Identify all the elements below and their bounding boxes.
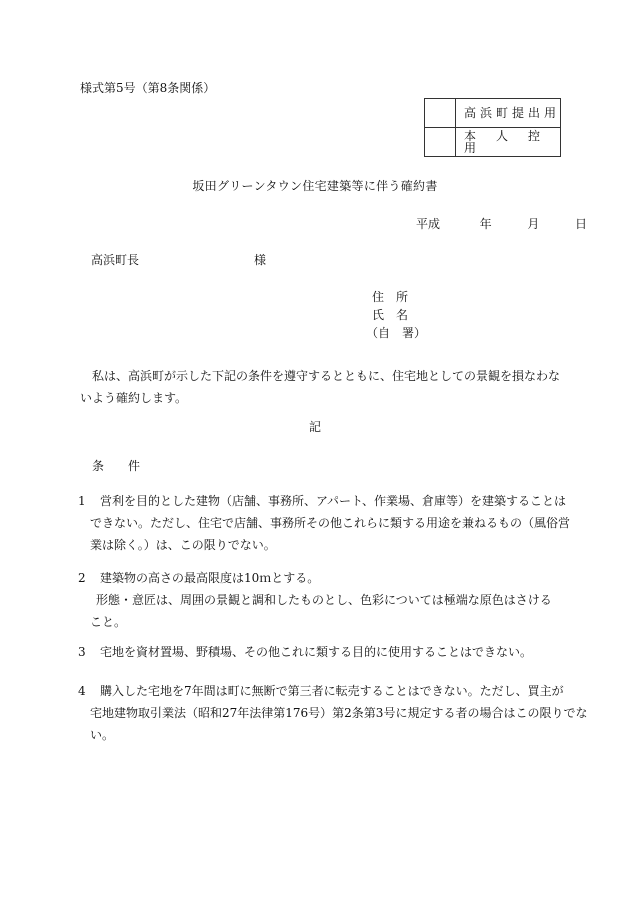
condition-line: こと。 [90, 615, 127, 629]
condition-line: 営利を目的とした建物（店舗、事務所、アパート、作業場、倉庫等）を建築することは [100, 494, 566, 508]
condition-number: 4 [78, 684, 86, 698]
copy-type-row [425, 128, 561, 157]
pledge-body [80, 365, 561, 409]
date-day-label: 日 [575, 217, 588, 231]
condition-line: い。 [90, 728, 115, 742]
name-label: 氏 名 [372, 308, 409, 322]
addressee: 高浜町長 [91, 253, 140, 267]
ki-heading: 記 [308, 420, 321, 434]
date-year-label: 年 [479, 217, 492, 231]
self-sign-label: （自 署） [366, 326, 427, 340]
condition-line: 建築物の高さの最高限度は10ｍとする。 [100, 571, 320, 585]
document-title: 坂田グリーンタウン住宅建築等に伴う確約書 [192, 179, 438, 193]
condition-item-1 [78, 490, 571, 556]
condition-line: 購入した宅地を7年間は町に無断で第三者に転売することはできない。ただし、買主が [100, 684, 564, 698]
condition-number: 3 [78, 645, 86, 659]
pledge-line-1: 私は、高浜町が示した下記の条件を遵守するとともに、住宅地としての景観を損なわな [92, 369, 561, 383]
date-month-label: 月 [527, 217, 540, 231]
copy-type-row [425, 99, 561, 128]
copy-label-town: 高浜町提出用 [456, 99, 561, 128]
condition-line: できない。ただし、住宅で店舗、事務所その他これらに類する用途を兼ねるもの（風俗営 [90, 516, 571, 530]
address-label: 住 所 [372, 290, 409, 304]
copy-checkbox-town[interactable] [425, 99, 456, 128]
condition-line: 業は除く。）は、この限りでない。 [90, 538, 276, 552]
date-era: 平成 [416, 217, 441, 231]
copy-checkbox-self[interactable] [425, 128, 456, 157]
condition-item-3 [78, 641, 554, 663]
condition-number: 1 [78, 494, 86, 508]
copy-label-self: 本 人 控 用 [456, 128, 561, 157]
form-number: 様式第5号（第8条関係） [80, 81, 216, 95]
condition-line: 宅地建物取引業法（昭和27年法律第176号）第2条第3号に規定する者の場合はこの限りでな [90, 706, 588, 720]
condition-line: 宅地を資材置場、野積場、その他これに類する目的に使用することはできない。 [100, 645, 533, 659]
condition-item-4 [78, 680, 588, 746]
pledge-line-2: いよう確約します。 [80, 391, 188, 405]
condition-line: 形態・意匠は、周囲の景観と調和したものとし、色彩については極端な原色はさける [96, 593, 552, 607]
date-line [416, 218, 587, 230]
addressee-suffix: 様 [254, 253, 267, 267]
condition-number: 2 [78, 571, 86, 585]
copy-type-box [424, 98, 561, 157]
condition-item-2 [78, 567, 554, 633]
conditions-heading: 条 件 [92, 459, 147, 473]
